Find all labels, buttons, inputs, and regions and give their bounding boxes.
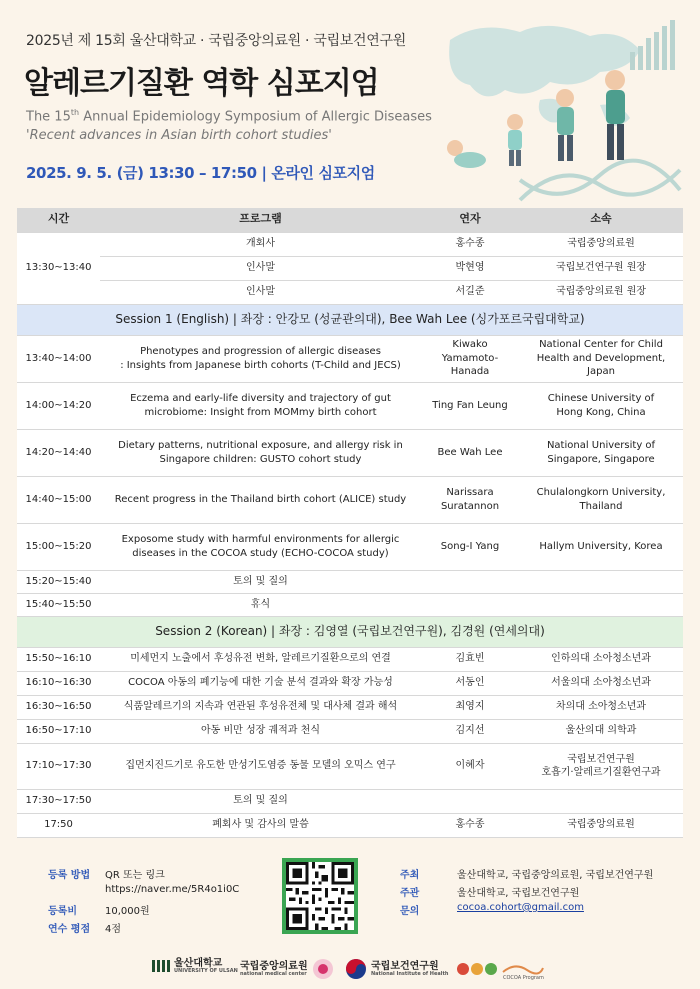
cell-text-line: 서동인	[455, 677, 485, 689]
page-title: 알레르기질환 역학 심포지엄	[24, 66, 379, 101]
cell-text-line: 울산의대 의학과	[565, 725, 637, 737]
table-row	[17, 719, 683, 743]
cell-text-line: Bee Wah Lee	[437, 446, 503, 458]
nmc-logo: 국립중앙의료원 national medical center	[240, 958, 334, 980]
program-cell	[100, 476, 421, 523]
cell-text-line: National Center for Child	[539, 339, 663, 351]
time-cell: 16:30~16:50	[17, 695, 100, 719]
cell-text-line: 서울의대 소아청소년과	[551, 677, 651, 689]
time-cell: 15:00~15:20	[17, 523, 100, 570]
credit-label: 연수 평점	[48, 924, 91, 935]
adult-icon	[605, 70, 625, 160]
cell-text-line: 국립중앙의료원	[567, 819, 635, 831]
speaker-cell	[421, 813, 519, 837]
table-row	[17, 789, 683, 813]
registration-method-value: QR 또는 링크	[105, 870, 165, 881]
affiliation-cell: 국립중앙의료원 원장	[519, 280, 683, 304]
table-row	[17, 695, 683, 719]
bar-chart-icon	[630, 20, 675, 70]
program-cell	[100, 570, 421, 593]
speaker-cell	[421, 429, 519, 476]
nih-logo: 국립보건연구원 National Institute of Health	[345, 958, 448, 980]
cell-text-line: Thailand	[579, 500, 623, 512]
table-row	[17, 476, 683, 523]
table-row	[17, 523, 683, 570]
affiliation-cell	[519, 695, 683, 719]
cocoa-logo	[455, 958, 545, 980]
time-cell: 13:40~14:00	[17, 335, 100, 382]
cell-text-line: 폐회사 및 감사의 말씀	[212, 819, 309, 831]
affiliation-cell	[519, 647, 683, 671]
contact-label: 문의	[400, 906, 420, 917]
affiliation-cell	[519, 671, 683, 695]
cell-text-line: Narissara	[446, 487, 494, 498]
session1-header	[17, 304, 683, 335]
time-cell: 15:40~15:50	[17, 593, 100, 616]
cell-text-line: Song-I Yang	[440, 540, 500, 552]
table-row	[17, 335, 683, 382]
cell-text-line: microbiome: Insight from MOMmy birth cohort	[144, 406, 377, 418]
taegeuk-icon	[345, 958, 367, 980]
speaker-cell: 서길준	[421, 280, 519, 304]
speaker-cell: 박현영	[421, 256, 519, 280]
program-cell	[100, 695, 421, 719]
time-cell: 15:20~15:40	[17, 570, 100, 593]
cell-text-line: Ting Fan Leung	[432, 399, 508, 411]
cell-text-line: 아동 비만 성장 궤적과 천식	[201, 725, 320, 737]
cell-text-line: Health and Development,	[536, 352, 666, 364]
program-cell	[100, 335, 421, 382]
cell-text-line: 이혜자	[455, 760, 485, 772]
affiliation-cell	[519, 813, 683, 837]
fee-value: 10,000원	[105, 906, 150, 917]
schedule-table	[17, 208, 683, 838]
cell-text-line: Suratannon	[440, 500, 500, 512]
speaker-cell	[421, 335, 519, 382]
cell-text-line: Chinese University of	[547, 393, 655, 404]
cell-text-line: Yamamoto-Hanada	[441, 352, 499, 378]
table-row	[17, 647, 683, 671]
header-speaker: 연자	[421, 208, 519, 232]
cell-text-line: Dietary patterns, nutritional exposure, and allergy risk in	[118, 440, 403, 451]
cell-text-line: Phenotypes and progression of allergic diseases	[140, 346, 381, 357]
cell-text-line: 홍수종	[455, 819, 485, 831]
cell-text-line: Japan	[587, 366, 615, 378]
speaker-cell	[421, 382, 519, 429]
cell-text-line: 김효빈	[455, 653, 485, 665]
organizer-label: 주관	[400, 888, 420, 899]
speaker-cell	[421, 719, 519, 743]
cell-text-line: : Insights from Japanese birth cohorts (T-Child and JECS)	[120, 359, 401, 371]
table-header-row	[17, 208, 683, 232]
session2-header-title: Session 2 (Korean) | 좌장 : 김영열 (국립보건연구원), 김경원 (연세의대)	[17, 616, 683, 647]
child-icon	[507, 114, 523, 166]
header	[0, 0, 700, 205]
family-growth-illustration	[430, 10, 700, 205]
baby-icon	[447, 140, 486, 168]
header-program: 프로그램	[100, 208, 421, 232]
program-cell	[100, 789, 421, 813]
speaker-cell	[421, 647, 519, 671]
speaker-cell	[421, 743, 519, 789]
time-cell: 16:50~17:10	[17, 719, 100, 743]
affiliation-cell: 국립보건연구원 원장	[519, 256, 683, 280]
host-value: 울산대학교, 국립중앙의료원, 국립보건연구원	[457, 870, 654, 881]
cell-text-line: Recent progress in the Thailand birth cohort (ALICE) study	[114, 493, 407, 505]
cell-text-line: 최영지	[455, 701, 485, 713]
table-row	[17, 813, 683, 837]
table-row	[17, 593, 683, 616]
cell-text-line: 국립보건연구원	[567, 753, 635, 765]
time-cell: 17:50	[17, 813, 100, 837]
program-cell	[100, 647, 421, 671]
cell-text-line: 차의대 소아청소년과	[555, 701, 647, 713]
cell-text-line: diseases in the COCOA study (ECHO-COCOA study)	[132, 547, 389, 559]
event-date: 2025. 9. 5. (금) 13:30 – 17:50 | 온라인 심포지엄	[26, 164, 375, 182]
svg-text:COCOA Program: COCOA Program	[503, 975, 544, 980]
cell-text-line: Singapore, Singapore	[547, 453, 655, 465]
affiliation-cell	[519, 429, 683, 476]
organizer-value: 울산대학교, 국립보건연구원	[457, 888, 580, 899]
credit-value: 4점	[105, 924, 122, 935]
nmc-emblem-icon	[312, 958, 334, 980]
table-row	[17, 671, 683, 695]
cell-text-line: 토의 및 질의	[233, 575, 288, 587]
affiliation-cell: 국립중앙의료원	[519, 232, 683, 256]
cell-text-line: Chulalongkorn University,	[536, 487, 666, 498]
table-row	[17, 232, 683, 256]
organizers-line: 2025년 제 15회 울산대학교 · 국립중앙의료원 · 국립보건연구원	[26, 33, 406, 49]
cocoa-program-icon	[455, 958, 545, 980]
session2-header	[17, 616, 683, 647]
fee-label: 등록비	[48, 906, 77, 917]
affiliation-cell	[519, 789, 683, 813]
time-cell: 13:30~13:40	[17, 232, 100, 304]
affiliation-cell	[519, 570, 683, 593]
dna-helix-icon	[520, 161, 680, 200]
table-row	[17, 382, 683, 429]
cell-text-line: 미세먼지 노출에서 후성유전 변화, 알레르기질환으로의 연결	[130, 653, 391, 665]
table-row	[17, 280, 683, 304]
english-subtitle: 'Recent advances in Asian birth cohort studies'	[26, 128, 332, 143]
affiliation-cell	[519, 523, 683, 570]
program-cell	[100, 593, 421, 616]
cell-text-line: Singapore children: GUSTO cohort study	[159, 453, 362, 465]
time-cell: 17:10~17:30	[17, 743, 100, 789]
time-cell: 14:20~14:40	[17, 429, 100, 476]
table-row	[17, 570, 683, 593]
speaker-cell	[421, 523, 519, 570]
speaker-cell: 홍수종	[421, 232, 519, 256]
host-label: 주최	[400, 870, 420, 881]
affiliation-cell	[519, 593, 683, 616]
speaker-cell	[421, 476, 519, 523]
program-cell	[100, 719, 421, 743]
program-cell	[100, 523, 421, 570]
english-title: The 15th Annual Epidemiology Symposium of Allergic Diseases	[26, 108, 432, 125]
affiliation-cell	[519, 382, 683, 429]
affiliation-cell	[519, 719, 683, 743]
speaker-cell	[421, 695, 519, 719]
speaker-cell	[421, 789, 519, 813]
registration-qr-code[interactable]	[282, 858, 358, 934]
program-cell	[100, 813, 421, 837]
table-row	[17, 256, 683, 280]
cell-text-line: Hong Kong, China	[556, 406, 646, 418]
time-cell: 14:40~15:00	[17, 476, 100, 523]
program-cell: 인사말	[100, 256, 421, 280]
program-cell: 인사말	[100, 280, 421, 304]
qr-code-icon	[286, 862, 354, 930]
affiliation-cell	[519, 476, 683, 523]
contact-email-link[interactable]: cocoa.cohort@gmail.com	[457, 902, 584, 913]
cell-text-line: 토의 및 질의	[233, 795, 288, 807]
ulsan-emblem-icon	[152, 958, 170, 974]
cell-text-line: Eczema and early-life diversity and trajectory of gut	[130, 393, 391, 404]
program-cell: 개회사	[100, 232, 421, 256]
registration-method-label: 등록 방법	[48, 870, 91, 881]
registration-link[interactable]: https://naver.me/5R4o1i0C	[105, 884, 240, 895]
time-cell: 15:50~16:10	[17, 647, 100, 671]
cell-text-line: COCOA 아동의 폐기능에 대한 기술 분석 결과와 확장 가능성	[128, 677, 393, 689]
affiliation-cell	[519, 743, 683, 789]
header-affiliation: 소속	[519, 208, 683, 232]
cell-text-line: Kiwako	[452, 339, 488, 351]
cell-text-line: 호흡기·알레르기질환연구과	[541, 767, 661, 778]
program-cell	[100, 671, 421, 695]
speaker-cell	[421, 593, 519, 616]
cell-text-line: 집먼지진드기로 유도한 만성기도염증 동물 모델의 오믹스 연구	[125, 760, 396, 772]
table-row	[17, 429, 683, 476]
cell-text-line: 식품알레르기의 지속과 연관된 후성유전체 및 대사체 결과 해석	[123, 701, 398, 713]
cell-text-line: 휴식	[250, 598, 271, 610]
header-time: 시간	[17, 208, 100, 232]
table-row	[17, 743, 683, 789]
cell-text-line: Hallym University, Korea	[539, 540, 663, 552]
time-cell: 17:30~17:50	[17, 789, 100, 813]
program-cell	[100, 743, 421, 789]
program-cell	[100, 429, 421, 476]
cell-text-line: 김지선	[455, 725, 485, 737]
speaker-cell	[421, 671, 519, 695]
session1-header-title: Session 1 (English) | 좌장 : 안강모 (성균관의대), Bee Wah Lee (싱가포르국립대학교)	[17, 304, 683, 335]
ulsan-logo: 울산대학교 UNIVERSITY OF ULSAN	[152, 958, 238, 975]
speaker-cell	[421, 570, 519, 593]
affiliation-cell	[519, 335, 683, 382]
sponsor-logos	[0, 958, 700, 986]
teen-icon	[556, 89, 574, 161]
cell-text-line: National University of	[546, 440, 656, 451]
time-cell: 16:10~16:30	[17, 671, 100, 695]
cell-text-line: 인하의대 소아청소년과	[551, 653, 651, 665]
cell-text-line: Exposome study with harmful environments for allergic	[121, 534, 400, 545]
program-cell	[100, 382, 421, 429]
time-cell: 14:00~14:20	[17, 382, 100, 429]
